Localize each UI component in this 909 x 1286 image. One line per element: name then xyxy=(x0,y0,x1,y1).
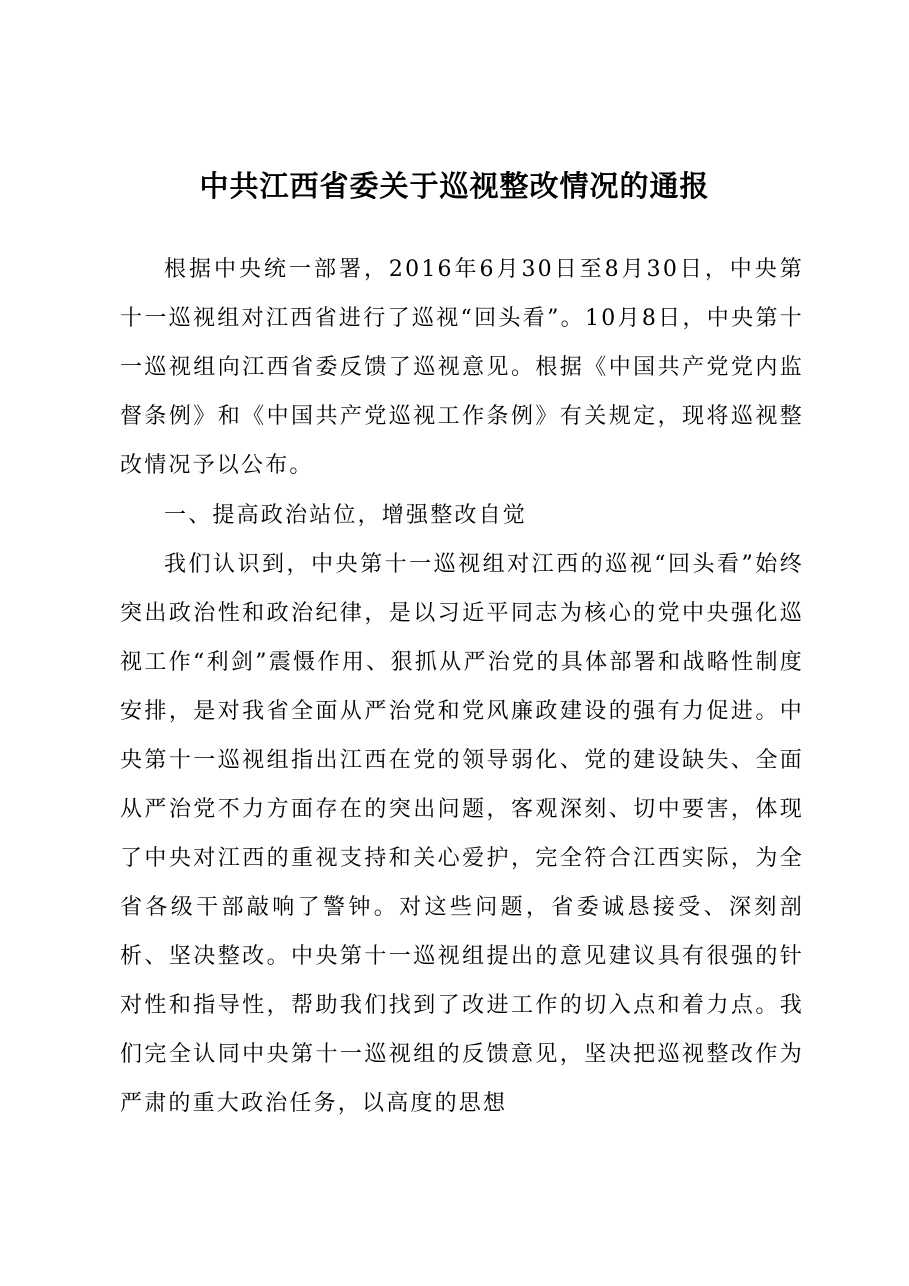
document-title: 中共江西省委关于巡视整改情况的通报 xyxy=(199,169,710,203)
paragraph-intro: 根据中央统一部署，2016年6月30日至8月30日，中央第十一巡视组对江西省进行了巡视“回头看”。10月8日，中央第十一巡视组向江西省委反馈了巡视意见。根据《中国共产党党内监督条例》和《中国共产党巡视工作条例》有关规定，现将巡视整改情况予以公布。 xyxy=(120,257,804,478)
section-heading: 一、提高政治站位，增强整改自觉 xyxy=(164,503,528,528)
paragraph-body: 我们认识到，中央第十一巡视组对江西的巡视“回头看”始终突出政治性和政治纪律，是以习近平同志为核心的党中央强化巡视工作“利剑”震慑作用、狠抓从严治党的具体部署和战略性制度安排，是对我省全面从严治党和党风廉政建设的强有力促进。中央第十一巡视组指出江西在党的领导弱化、党的建设缺失、全面从严治党不力方面存在的突出问题，客观深刻、切中要害，体现了中央对江西的重视支持和关心爱护，完全符合江西实际，为全省各级干部敲响了警钟。对这些问题，省委诚恳接受、深刻剖析、坚决整改。中央第十一巡视组提出的意见建议具有很强的针对性和指导性，帮助我们找到了改进工作的切入点和着力点。我们完全认同中央第十一巡视组的反馈意见，坚决把巡视整改作为严肃的重大政治任务，以高度的思想 xyxy=(120,552,804,1116)
document-body xyxy=(120,245,804,1128)
